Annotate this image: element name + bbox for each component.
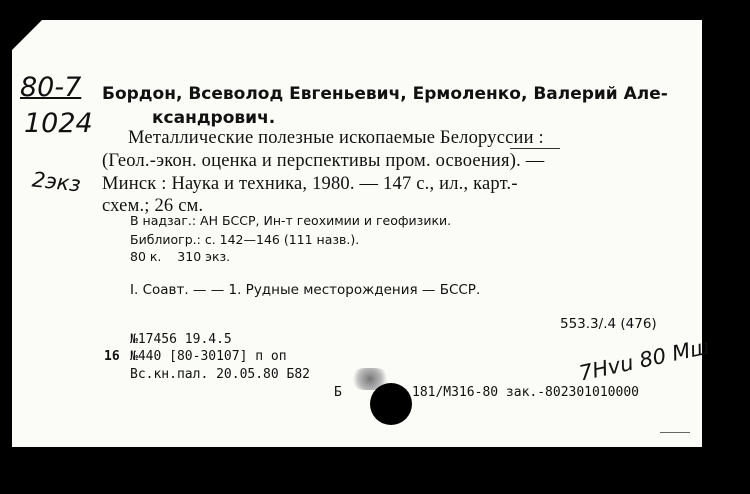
footer-code: 181/М316-80 зак.-802301010000 (412, 385, 639, 400)
title-line4: схем.; 26 см. (102, 196, 204, 216)
footer-line2: №440 [80-30107] п оп (130, 349, 287, 364)
clipped-corner (12, 20, 42, 50)
footer-code-prefix: Б (334, 385, 342, 400)
footer-line1: №17456 19.4.5 (130, 332, 232, 347)
copies-note: 2экз (30, 167, 82, 197)
note-line2: Библиогр.: с. 142—146 (111 назв.). (130, 232, 360, 247)
edge-mark (660, 432, 690, 433)
note-line1: В надзаг.: АН БССР, Ин-т геохимии и геофизики. (130, 213, 452, 228)
title-line3: Минск : Наука и техника, 1980. — 147 с., ил., карт.- (102, 174, 518, 194)
title-line1: Металлические полезные ископаемые Белоруссии : (128, 128, 544, 148)
author-heading-line1: Бордон, Всеволод Евгеньевич, Ермоленко, Валерий Але- (102, 84, 668, 104)
handwritten-initials: 7Hvu 80 Мш (576, 334, 712, 386)
punch-hole (370, 383, 412, 425)
footer-line2-number: 16 (104, 349, 120, 364)
footer-line3: Вс.кн.пал. 20.05.80 Б82 (130, 367, 311, 382)
note-line3: 80 к. 310 экз. (130, 249, 231, 264)
title-line2: (Геол.-экон. оценка и перспективы пром. освоения). — (102, 151, 545, 171)
shelf-mark-bottom: 1024 (24, 108, 93, 139)
author-heading-line2: ксандрович. (152, 108, 276, 128)
shelf-mark-top: 80-7 (20, 72, 82, 103)
title-underline-mark (510, 148, 560, 149)
udc-number: 553.3/.4 (476) (560, 316, 657, 332)
tracings: I. Соавт. — — 1. Рудные месторождения — БССР. (130, 282, 481, 298)
